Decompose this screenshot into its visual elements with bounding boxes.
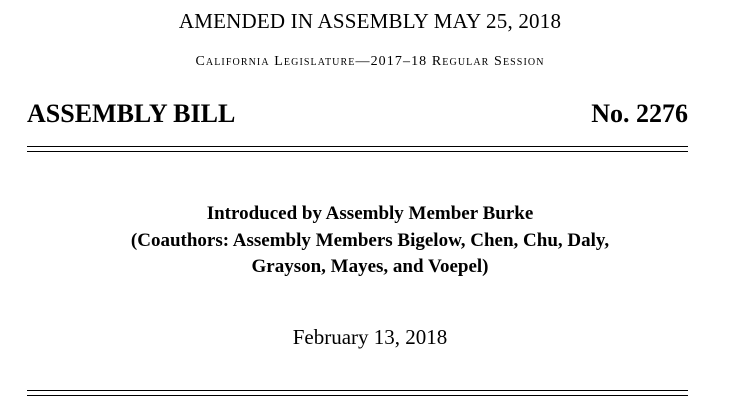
- coauthors-line-2: Grayson, Mayes, and Voepel): [251, 256, 489, 277]
- coauthors-line-1: (Coauthors: Assembly Members Bigelow, Chen, Chu, Daly,: [130, 230, 610, 251]
- introduced-by-line: Introduced by Assembly Member Burke: [206, 203, 534, 224]
- bottom-rule-lower: [27, 395, 688, 396]
- top-rule-upper: [27, 146, 688, 147]
- introduction-date: February 13, 2018: [292, 325, 448, 349]
- top-rule-lower: [27, 151, 688, 152]
- amended-notice: AMENDED IN ASSEMBLY MAY 25, 2018: [178, 9, 562, 33]
- bill-number: No. 2276: [591, 99, 688, 128]
- bottom-rule-upper: [27, 390, 688, 391]
- session-heading: California Legislature—2017–18 Regular Session: [195, 54, 545, 69]
- bill-title-row: [27, 99, 688, 131]
- bill-type: ASSEMBLY BILL: [27, 99, 236, 128]
